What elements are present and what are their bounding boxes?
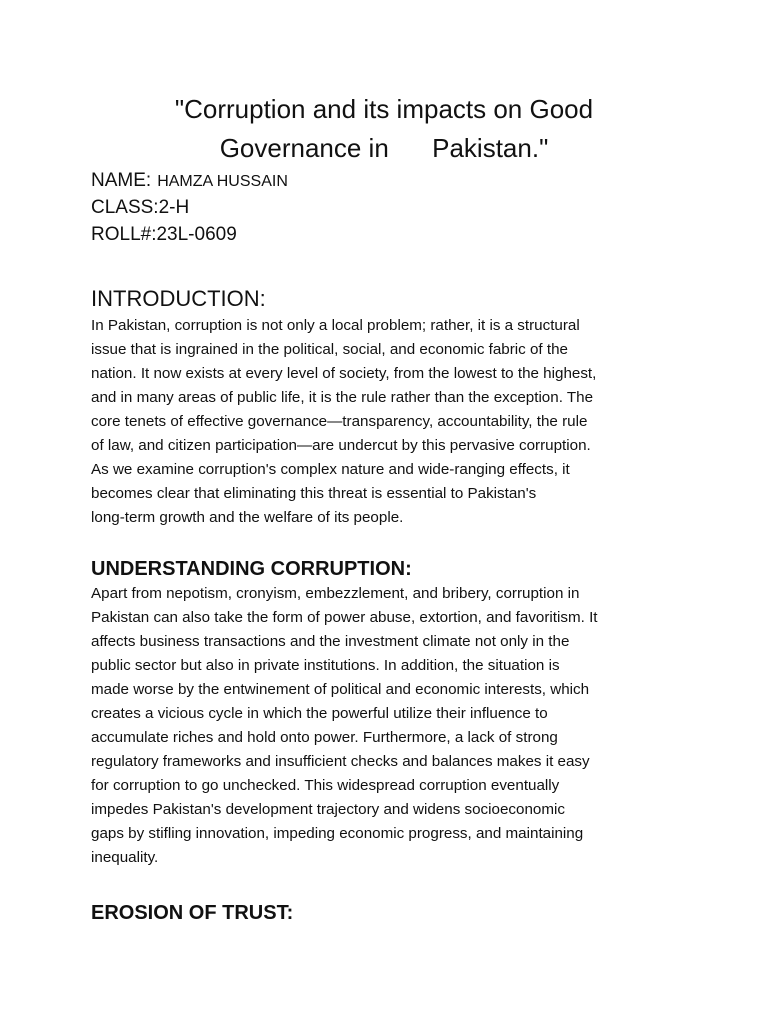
name-value: HAMZA HUSSAIN bbox=[157, 173, 288, 190]
paragraph-line: of law, and citizen participation—are undercut by this pervasive corruption. bbox=[91, 437, 591, 454]
document-title-line-1: "Corruption and its impacts on Good bbox=[174, 94, 594, 124]
paragraph-line: In Pakistan, corruption is not only a local problem; rather, it is a structural bbox=[91, 317, 580, 334]
paragraph-line: for corruption to go unchecked. This widespread corruption eventually bbox=[91, 777, 560, 794]
understanding-corruption-paragraph bbox=[91, 582, 691, 870]
paragraph-line: impedes Pakistan's development trajectory and widens socioeconomic bbox=[91, 801, 565, 818]
paragraph-line: public sector but also in private institutions. In addition, the situation is bbox=[91, 657, 560, 674]
name-label: NAME: bbox=[91, 170, 152, 191]
paragraph-line: Apart from nepotism, cronyism, embezzlement, and bribery, corruption in bbox=[91, 585, 580, 602]
paragraph-line: core tenets of effective governance—transparency, accountability, the rule bbox=[91, 413, 588, 430]
understanding-corruption-heading: UNDERSTANDING CORRUPTION: bbox=[91, 558, 412, 580]
paragraph-line: Pakistan can also take the form of power abuse, extortion, and favoritism. It bbox=[91, 609, 598, 626]
document-title-line-2: Governance in Pakistan." bbox=[219, 133, 549, 163]
paragraph-line: accumulate riches and hold onto power. Furthermore, a lack of strong bbox=[91, 729, 558, 746]
paragraph-line: creates a vicious cycle in which the powerful utilize their influence to bbox=[91, 705, 548, 722]
paragraph-line: nation. It now exists at every level of society, from the lowest to the highest, bbox=[91, 365, 597, 382]
paragraph-line: regulatory frameworks and insufficient checks and balances makes it easy bbox=[91, 753, 590, 770]
introduction-paragraph bbox=[91, 314, 691, 530]
paragraph-line: affects business transactions and the investment climate not only in the bbox=[91, 633, 570, 650]
roll-number-line: ROLL#:23L-0609 bbox=[91, 224, 237, 245]
paragraph-line: becomes clear that eliminating this threat is essential to Pakistan's bbox=[91, 485, 537, 502]
paragraph-line: issue that is ingrained in the political, social, and economic fabric of the bbox=[91, 341, 568, 358]
paragraph-line: inequality. bbox=[91, 849, 159, 866]
paragraph-line: gaps by stifling innovation, impeding economic progress, and maintaining bbox=[91, 825, 584, 842]
introduction-heading: INTRODUCTION: bbox=[91, 286, 266, 311]
class-line: CLASS:2-H bbox=[91, 197, 190, 218]
paragraph-line: made worse by the entwinement of political and economic interests, which bbox=[91, 681, 590, 698]
student-name-line bbox=[91, 169, 288, 194]
paragraph-line: and in many areas of public life, it is the rule rather than the exception. The bbox=[91, 389, 594, 406]
erosion-of-trust-heading: EROSION OF TRUST: bbox=[91, 902, 294, 924]
paragraph-line: long-term growth and the welfare of its people. bbox=[91, 509, 404, 526]
paragraph-line: As we examine corruption's complex nature and wide-ranging effects, it bbox=[91, 461, 570, 478]
